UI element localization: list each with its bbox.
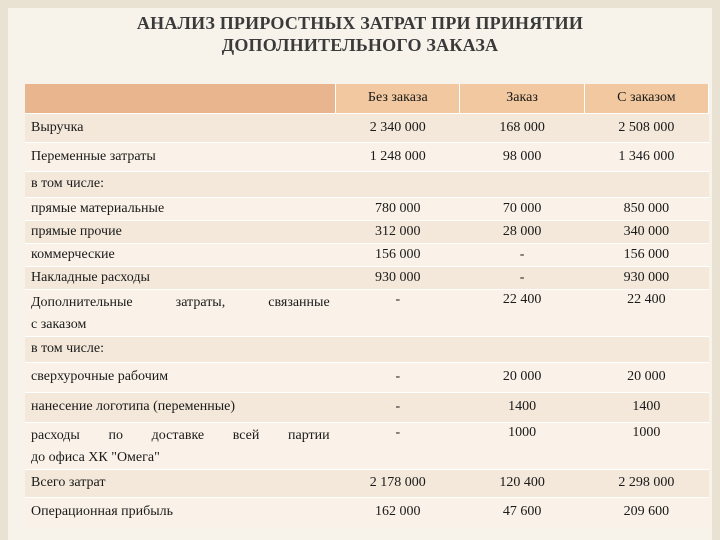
row-label: сверхурочные рабочим	[25, 362, 336, 392]
row-label-line-1: Дополнительные затраты, связанные	[31, 294, 330, 310]
cell-value: -	[460, 266, 584, 289]
row-label: в том числе:	[25, 171, 336, 197]
row-label: нанесение логотипа (переменные)	[25, 392, 336, 422]
cell-value: 1 248 000	[336, 142, 460, 171]
row-label: Переменные затраты	[25, 142, 336, 171]
cell-value: 98 000	[460, 142, 584, 171]
cell-value: 1 346 000	[584, 142, 708, 171]
cell-value: -	[460, 243, 584, 266]
table-row-variable-costs	[25, 142, 709, 171]
col-header-order: Заказ	[460, 84, 584, 113]
table-row-revenue	[25, 113, 709, 142]
row-label	[25, 422, 336, 469]
cell-value: 930 000	[584, 266, 708, 289]
header-empty-cell	[25, 84, 336, 113]
cell-value: 156 000	[584, 243, 708, 266]
cell-value: 780 000	[336, 197, 460, 220]
cell-value: 162 000	[336, 497, 460, 527]
row-label: прямые прочие	[25, 220, 336, 243]
table-row-overhead	[25, 266, 709, 289]
table-header-row	[25, 84, 709, 113]
cell-value: 22 400	[460, 289, 584, 336]
decor-frame-left	[0, 0, 8, 540]
row-label: Операционная прибыль	[25, 497, 336, 527]
cell-value: 850 000	[584, 197, 708, 220]
cell-value: 70 000	[460, 197, 584, 220]
col-header-with-order: С заказом	[584, 84, 708, 113]
table-row-additional-costs	[25, 289, 709, 336]
cell-value: 120 400	[460, 469, 584, 497]
table-row-commercial	[25, 243, 709, 266]
row-label: Всего затрат	[25, 469, 336, 497]
cell-value: 1400	[460, 392, 584, 422]
table-row-direct-material	[25, 197, 709, 220]
title-line-1: АНАЛИЗ ПРИРОСТНЫХ ЗАТРАТ ПРИ ПРИНЯТИИ	[136, 13, 584, 33]
row-label: прямые материальные	[25, 197, 336, 220]
row-label: в том числе:	[25, 336, 336, 362]
table-row-operating-profit	[25, 497, 709, 527]
row-label: Накладные расходы	[25, 266, 336, 289]
title-line-2: ДОПОЛНИТЕЛЬНОГО ЗАКАЗА	[221, 35, 499, 55]
row-label: Выручка	[25, 113, 336, 142]
cell-value: -	[336, 289, 460, 336]
cell-value: 28 000	[460, 220, 584, 243]
table-row-including-1	[25, 171, 709, 197]
row-label-line-2: с заказом	[31, 316, 87, 332]
row-label-line-2: до офиса ХК "Омега"	[31, 449, 160, 465]
cell-value: 156 000	[336, 243, 460, 266]
cell-value: 1400	[584, 392, 708, 422]
cell-value: -	[336, 392, 460, 422]
cell-value: 930 000	[336, 266, 460, 289]
cell-value: 20 000	[460, 362, 584, 392]
cell-value: 2 508 000	[584, 113, 708, 142]
table-row-logo-printing	[25, 392, 709, 422]
col-header-without-order: Без заказа	[336, 84, 460, 113]
cost-analysis-table	[25, 84, 709, 527]
cell-value: 2 340 000	[336, 113, 460, 142]
table-row-delivery	[25, 422, 709, 469]
decor-frame-right	[712, 0, 720, 540]
table-row-including-2	[25, 336, 709, 362]
cell-value: 2 298 000	[584, 469, 708, 497]
cell-value: 312 000	[336, 220, 460, 243]
cell-value: 340 000	[584, 220, 708, 243]
cell-value: -	[336, 422, 460, 469]
table-row-overtime	[25, 362, 709, 392]
cell-value: 1000	[584, 422, 708, 469]
table-row-direct-other	[25, 220, 709, 243]
cell-value: 2 178 000	[336, 469, 460, 497]
cell-value: 1000	[460, 422, 584, 469]
row-label-line-1: расходы по доставке всей партии	[31, 427, 330, 443]
cell-value: 47 600	[460, 497, 584, 527]
cell-value: 20 000	[584, 362, 708, 392]
decor-frame-top	[0, 0, 720, 8]
cell-value: 22 400	[584, 289, 708, 336]
cell-value: -	[336, 362, 460, 392]
cell-value: 209 600	[584, 497, 708, 527]
row-label	[25, 289, 336, 336]
table-row-total-costs	[25, 469, 709, 497]
row-label: коммерческие	[25, 243, 336, 266]
page-title	[60, 12, 660, 56]
cell-value: 168 000	[460, 113, 584, 142]
